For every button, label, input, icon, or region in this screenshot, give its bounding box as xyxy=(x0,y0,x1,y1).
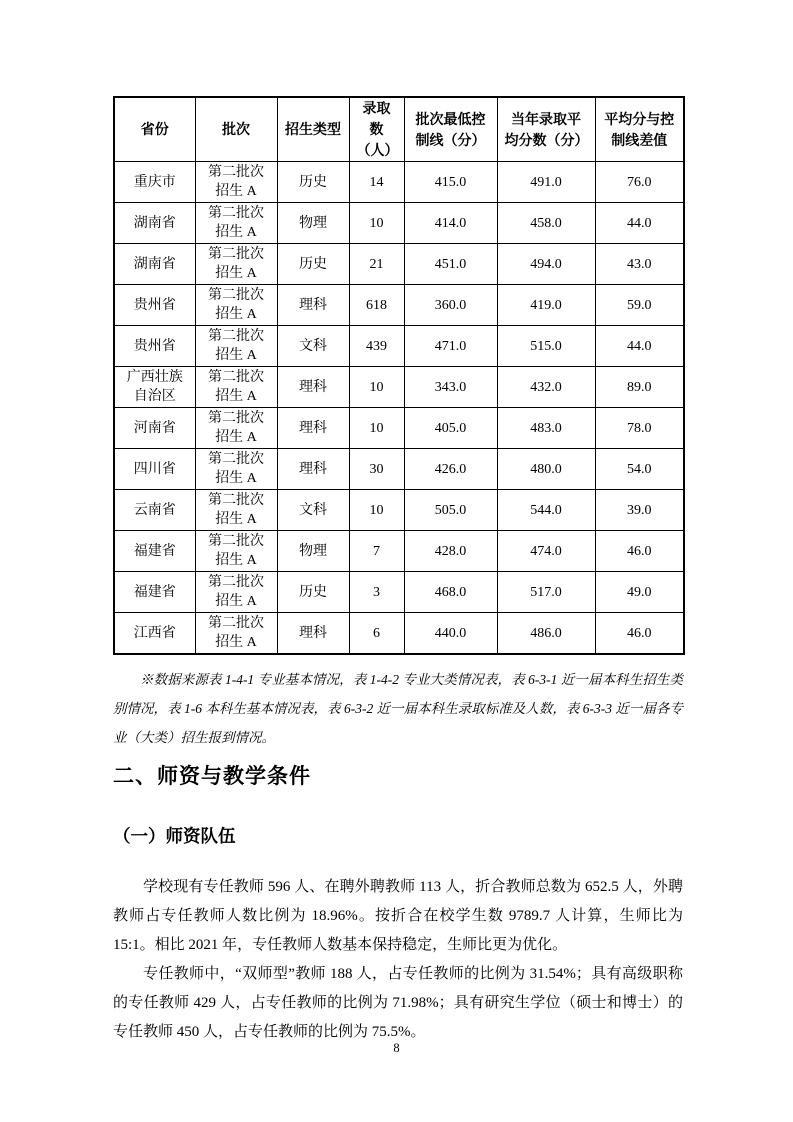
table-cell: 78.0 xyxy=(595,408,684,449)
table-cell: 10 xyxy=(349,203,404,244)
table-cell: 第二批次招生 A xyxy=(195,531,277,572)
table-cell: 440.0 xyxy=(404,613,497,655)
table-cell: 第二批次招生 A xyxy=(195,449,277,490)
table-cell: 451.0 xyxy=(404,244,497,285)
table-cell: 福建省 xyxy=(114,572,195,613)
table-cell: 483.0 xyxy=(497,408,595,449)
table-cell: 第二批次招生 A xyxy=(195,162,277,203)
table-cell: 480.0 xyxy=(497,449,595,490)
section-heading: 二、师资与教学条件 xyxy=(113,765,311,788)
table-cell: 360.0 xyxy=(404,285,497,326)
table-cell: 理科 xyxy=(277,367,349,408)
table-cell: 物理 xyxy=(277,531,349,572)
paragraph-faculty-overview: 学校现有专任教师 596 人、在聘外聘教师 113 人，折合教师总数为 652.5 人，外聘教师占专任教师人数比例为 18.96%。按折合在校学生数 9789.7 人计算，生师比为 15:1。相比 2021 年，专任教师人数基本保持稳定，生师比更为优化。 xyxy=(113,879,683,953)
table-cell: 10 xyxy=(349,490,404,531)
page-content xyxy=(113,0,683,1047)
table-cell: 第二批次招生 A xyxy=(195,613,277,655)
table-cell: 第二批次招生 A xyxy=(195,490,277,531)
table-row xyxy=(114,367,684,408)
table-cell: 405.0 xyxy=(404,408,497,449)
table-source-note: ※数据来源表 1-4-1 专业基本情况，表 1-4-2 专业大类情况表，表 6-3-1 近一届本科生招生类别情况，表 1-6 本科生基本情况表，表 6-3-2 近一届本科生录取标准及人数，表 6-3-3 近一届各专业（大类）招生报到情况。 xyxy=(113,672,683,745)
table-cell: 43.0 xyxy=(595,244,684,285)
table-cell: 广西壮族自治区 xyxy=(114,367,195,408)
table-cell: 第二批次招生 A xyxy=(195,572,277,613)
table-header-cell: 平均分与控制线差值 xyxy=(595,97,684,162)
page-number: 8 xyxy=(393,1041,400,1055)
table-header-cell: 录取数（人） xyxy=(349,97,404,162)
table-cell: 第二批次招生 A xyxy=(195,408,277,449)
table-row xyxy=(114,572,684,613)
table-cell: 414.0 xyxy=(404,203,497,244)
table-cell: 物理 xyxy=(277,203,349,244)
table-cell: 458.0 xyxy=(497,203,595,244)
admission-score-table xyxy=(113,96,685,655)
table-cell: 历史 xyxy=(277,572,349,613)
table-cell: 四川省 xyxy=(114,449,195,490)
table-cell: 491.0 xyxy=(497,162,595,203)
table-cell: 76.0 xyxy=(595,162,684,203)
table-header-cell: 当年录取平均分数（分） xyxy=(497,97,595,162)
table-cell: 福建省 xyxy=(114,531,195,572)
table-cell: 第二批次招生 A xyxy=(195,285,277,326)
table-cell: 89.0 xyxy=(595,367,684,408)
table-cell: 471.0 xyxy=(404,326,497,367)
table-cell: 第二批次招生 A xyxy=(195,244,277,285)
table-row xyxy=(114,326,684,367)
table-cell: 544.0 xyxy=(497,490,595,531)
table-cell: 第二批次招生 A xyxy=(195,326,277,367)
table-cell: 文科 xyxy=(277,490,349,531)
table-cell: 10 xyxy=(349,367,404,408)
table-row xyxy=(114,613,684,655)
table-cell: 515.0 xyxy=(497,326,595,367)
table-cell: 54.0 xyxy=(595,449,684,490)
table-cell: 湖南省 xyxy=(114,244,195,285)
table-cell: 河南省 xyxy=(114,408,195,449)
table-row xyxy=(114,203,684,244)
table-cell: 历史 xyxy=(277,244,349,285)
table-cell: 468.0 xyxy=(404,572,497,613)
table-cell: 46.0 xyxy=(595,613,684,655)
table-cell: 重庆市 xyxy=(114,162,195,203)
table-cell: 湖南省 xyxy=(114,203,195,244)
table-cell: 云南省 xyxy=(114,490,195,531)
table-header-cell: 批次最低控制线（分） xyxy=(404,97,497,162)
table-cell: 419.0 xyxy=(497,285,595,326)
table-cell: 7 xyxy=(349,531,404,572)
table-cell: 理科 xyxy=(277,285,349,326)
table-cell: 46.0 xyxy=(595,531,684,572)
table-cell: 486.0 xyxy=(497,613,595,655)
table-cell: 49.0 xyxy=(595,572,684,613)
table-header-cell: 省份 xyxy=(114,97,195,162)
table-cell: 贵州省 xyxy=(114,285,195,326)
table-row xyxy=(114,244,684,285)
table-row xyxy=(114,449,684,490)
table-cell: 39.0 xyxy=(595,490,684,531)
table-cell: 517.0 xyxy=(497,572,595,613)
table-row xyxy=(114,285,684,326)
table-cell: 贵州省 xyxy=(114,326,195,367)
table-cell: 432.0 xyxy=(497,367,595,408)
table-cell: 14 xyxy=(349,162,404,203)
table-cell: 494.0 xyxy=(497,244,595,285)
table-header-cell: 批次 xyxy=(195,97,277,162)
table-cell: 第二批次招生 A xyxy=(195,367,277,408)
table-cell: 6 xyxy=(349,613,404,655)
table-cell: 439 xyxy=(349,326,404,367)
table-cell: 理科 xyxy=(277,408,349,449)
table-cell: 江西省 xyxy=(114,613,195,655)
table-header-cell: 招生类型 xyxy=(277,97,349,162)
table-cell: 理科 xyxy=(277,449,349,490)
table-cell: 474.0 xyxy=(497,531,595,572)
table-cell: 文科 xyxy=(277,326,349,367)
table-cell: 3 xyxy=(349,572,404,613)
table-row xyxy=(114,490,684,531)
table-cell: 理科 xyxy=(277,613,349,655)
table-cell: 第二批次招生 A xyxy=(195,203,277,244)
table-cell: 21 xyxy=(349,244,404,285)
table-row xyxy=(114,531,684,572)
subsection-heading: （一）师资队伍 xyxy=(113,826,236,846)
table-cell: 44.0 xyxy=(595,203,684,244)
table-cell: 426.0 xyxy=(404,449,497,490)
table-cell: 10 xyxy=(349,408,404,449)
table-cell: 618 xyxy=(349,285,404,326)
table-cell: 505.0 xyxy=(404,490,497,531)
table-cell: 343.0 xyxy=(404,367,497,408)
table-cell: 415.0 xyxy=(404,162,497,203)
table-cell: 30 xyxy=(349,449,404,490)
table-cell: 历史 xyxy=(277,162,349,203)
paragraph-faculty-quality: 专任教师中，“双师型”教师 188 人，占专任教师的比例为 31.54%；具有高级职称的专任教师 429 人，占专任教师的比例为 71.98%；具有研究生学位（硕士和博士）的专任教师 450 人，占专任教师的比例为 75.5%。 xyxy=(113,966,683,1040)
table-row xyxy=(114,408,684,449)
table-cell: 59.0 xyxy=(595,285,684,326)
table-cell: 44.0 xyxy=(595,326,684,367)
table-row xyxy=(114,162,684,203)
table-cell: 428.0 xyxy=(404,531,497,572)
table-header-row xyxy=(114,97,684,162)
